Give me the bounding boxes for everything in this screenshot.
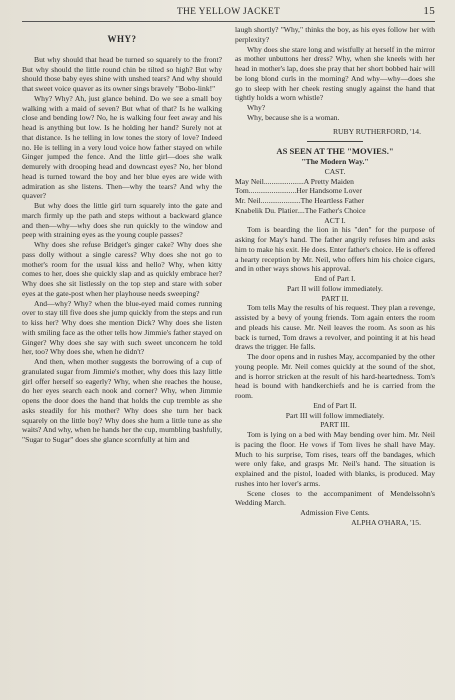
cast-line: Tom.........................Her Handsome Lover	[235, 186, 363, 196]
essay-paragraph: Why does she refuse Bridget's ginger cake? Why does she pass dolly without a single caress? Why does she not go to mother's room for the usual kiss and hello? Why, when kitty comes to her, does she quickly slap and as quickly embrace her? Why does she sit listlessly on the top step and stare with sober eyes at the gate-post when her playhouse needs sweeping?	[22, 240, 222, 298]
play-paragraph: The door opens and in rushes May, accompanied by the other young people. Mr. Neil comes quickly at the sound of the shot, and is horror stricken at the result of his hard-heartedness. Tom's head is bound with handkerchiefs and he is carried from the room.	[235, 352, 435, 400]
play-paragraph: Tom is lying on a bed with May bending over him. Mr. Neil is pacing the floor. He vows if Tom lives he shall have May. Much to his surprise, Tom rises, tears off the bandages, which were only fake, and grasps Mr. Neil's hand. The situation is explained and the pistol, loaded with blanks, is produced. May rushes into her lover's arms.	[235, 430, 435, 488]
page-header	[22, 5, 435, 22]
play-subtitle: "The Modern Way."	[301, 157, 369, 166]
cast-line: Mr. Neil.....................The Heartless Father	[235, 196, 364, 205]
part-heading: PART II.	[321, 293, 349, 303]
follow-note: Part II will follow immediately.	[287, 283, 383, 293]
essay-paragraph: Why? Why? Ah, just glance behind. Do we see a small boy walking with a maid of seven? But what of that? Is he walking close and bending low? No, he is walking four feet away and his head is anything but low. Is he holding her hand? Surely not at that distance. Is he telling in low tones the story of love? Indeed no. He is telling in a very loud voice how father stayed on while Ginger jumped the fence. And the little girl—does she walk demurely with drooping head and downcast eyes? No, her blond head is turned toward the boy and her blue eyes are wide with admiration as she listens. Then—why the tears? And why the quaver?	[22, 93, 222, 201]
two-column-body	[22, 25, 435, 528]
essay-paragraph: laugh shortly? "Why," thinks the boy, as his eyes follow her with perplexity?	[235, 25, 435, 44]
play-paragraph: Scene closes to the accompaniment of Mendelssohn's Wedding March.	[235, 488, 435, 508]
play-paragraph: Tom is bearding the lion in his "den" for the purpose of asking for May's hand. The father angrily refuses him and asks him to make his exit. He does. Enter father's choice. He is offered a hearty reception by Mr. Neil, who offers him his choice cigars, and in other ways shows his approval.	[235, 225, 435, 274]
cast-line: May Neil.....................A Pretty Maiden	[235, 176, 354, 186]
end-of-part: End of Part II.	[313, 400, 357, 410]
essay-paragraph: And—why? Why? when the blue-eyed maid comes running over to stay till five does she jump quickly from the steps and run to kiss her? Why does she mention Dick? Why does she listen with smiling face as the other tells how Jimmie's father stayed on Ginger? Why does she say with such sweet unconcern he told her, too? Why does she, when he didn't?	[22, 298, 222, 357]
essay-heading: WHY?	[107, 34, 137, 44]
page-number: 15	[423, 5, 435, 17]
part-heading: PART III.	[320, 420, 350, 430]
essay-paragraph: And then, when mother suggests the borrowing of a cup of granulated sugar from Jimmie's mother, why does this lazy little girl offer herself so eagerly? Why, when she reaches the house, do her eyes search each nook and corner? Why, when Jimmie opens the door does the hand that holds the cup tremble as she asks steadily for his mother? Why does she turn her back squarely on the little boy? Why does she hum a little tune as she waits? And why, when he hands her the cup, mumbling bashfully, "Sugar to Sugar" does she glance scornfully at him and	[22, 357, 222, 444]
essay-paragraph: Why does she stare long and wistfully at herself in the mirror as mother unbuttons her dress? Why, when she kneels with her head in mother's lap, does she pray that her short bobbed hair will be long blond curls in the morning? And why—why—does she go to sleep with her cheek resting snugly against the hand that tightly holds a worn whistle?	[235, 44, 435, 103]
magazine-title: THE YELLOW JACKET	[176, 7, 281, 17]
act-heading: ACT I.	[324, 215, 346, 225]
essay-paragraph: Why, because she is a woman.	[247, 112, 340, 122]
admission-note: Admission Five Cents.	[300, 508, 370, 517]
essay-paragraph: But why should that head be turned so squarely to the front? But why should the little round chin be tilted so high? But why should those baby eyes shine with unshed tears? And why should that sweet voice quaver as its owner sings bravely "Bobo-link!"	[22, 54, 222, 93]
essay-paragraph: Why?	[247, 103, 266, 112]
essay-paragraph: But why does the little girl turn squarely into the gate and march firmly up the path and steps without a backward glance and then—why—why does she run quickly to the window and peep with straining eyes as the young couple passes?	[22, 201, 222, 240]
play-paragraph: Tom tells May the results of his request. They plan a revenge, assisted by a bevy of young friends. Tom again enters the room and pleads his cause. Mr. Neil leaves the room. As soon as his back is turned, Tom draws a revolver, and pointing it at his head draws the trigger. He falls.	[235, 303, 435, 352]
section-divider	[307, 141, 363, 142]
play-title: AS SEEN AT THE "MOVIES."	[276, 146, 394, 157]
essay-signature: RUBY RUTHERFORD, '14.	[332, 126, 421, 136]
cast-heading: CAST.	[324, 166, 346, 176]
right-column	[235, 25, 435, 528]
play-signature: ALPHA O'HARA, '15.	[351, 517, 421, 527]
left-column	[22, 25, 222, 528]
end-of-part: End of Part I.	[314, 274, 356, 283]
follow-note: Part III will follow immediately.	[285, 410, 385, 420]
cast-line: Knabelik Du. Platier....The Father's Choice	[235, 205, 366, 215]
